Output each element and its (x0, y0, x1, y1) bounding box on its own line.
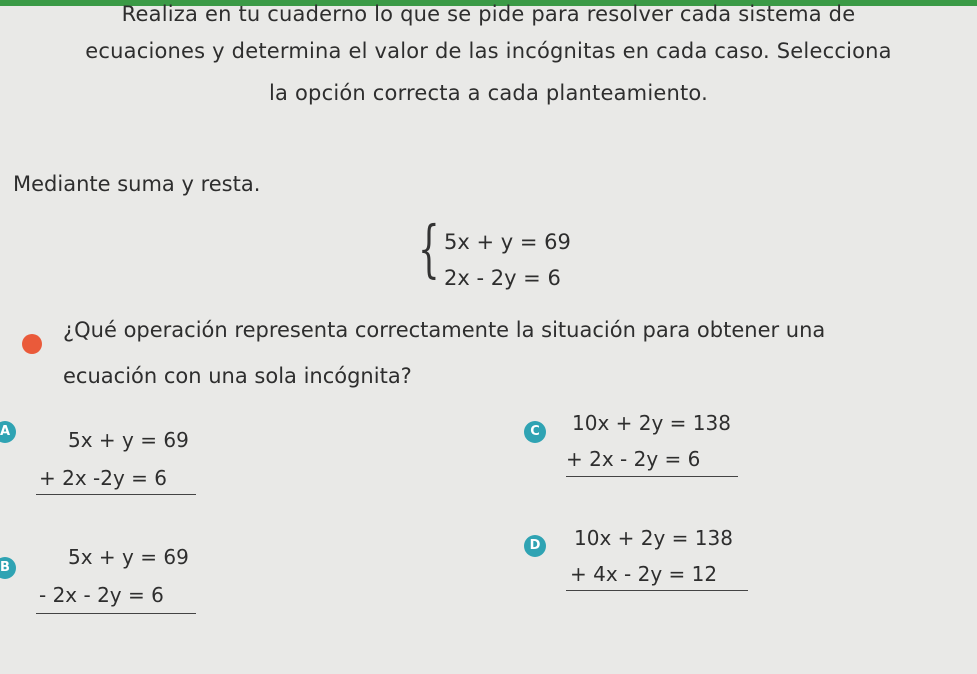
option-c-equation-2: + 2x - 2y = 6 (566, 447, 701, 471)
system-equation-1: 5x + y = 69 (444, 230, 571, 254)
equation-system (418, 212, 588, 296)
option-d-badge[interactable]: D (524, 535, 546, 557)
question-line-1: ¿Qué operación representa correctamente la situación para obtener una (63, 318, 826, 342)
instructions-line-2: ecuaciones y determina el valor de las incógnitas en cada caso. Selecciona (85, 39, 892, 63)
option-b-equation-2: - 2x - 2y = 6 (39, 583, 164, 607)
method-label: Mediante suma y resta. (13, 172, 261, 196)
question-line-2: ecuación con una sola incógnita? (63, 364, 412, 388)
option-c-badge[interactable]: C (524, 421, 546, 443)
brace-icon: { (418, 212, 440, 285)
instructions-line-3: la opción correcta a cada planteamiento. (269, 81, 708, 105)
option-b-equation-1: 5x + y = 69 (68, 545, 189, 569)
instructions-line-1: Realiza en tu cuaderno lo que se pide para resolver cada sistema de (121, 2, 856, 26)
option-d-sum-line (566, 590, 748, 591)
option-b-sum-line (36, 613, 196, 614)
option-c-equation-1: 10x + 2y = 138 (572, 411, 731, 435)
option-a-badge[interactable]: A (0, 421, 16, 443)
option-b-badge[interactable]: B (0, 557, 16, 579)
option-c-sum-line (566, 476, 738, 477)
option-a-equation-2: + 2x -2y = 6 (39, 466, 168, 490)
bullet-icon (22, 334, 42, 354)
system-equation-2: 2x - 2y = 6 (444, 266, 561, 290)
option-a-sum-line (36, 494, 196, 495)
option-d-equation-1: 10x + 2y = 138 (574, 526, 733, 550)
option-d-equation-2: + 4x - 2y = 12 (570, 562, 718, 586)
option-a-equation-1: 5x + y = 69 (68, 428, 189, 452)
